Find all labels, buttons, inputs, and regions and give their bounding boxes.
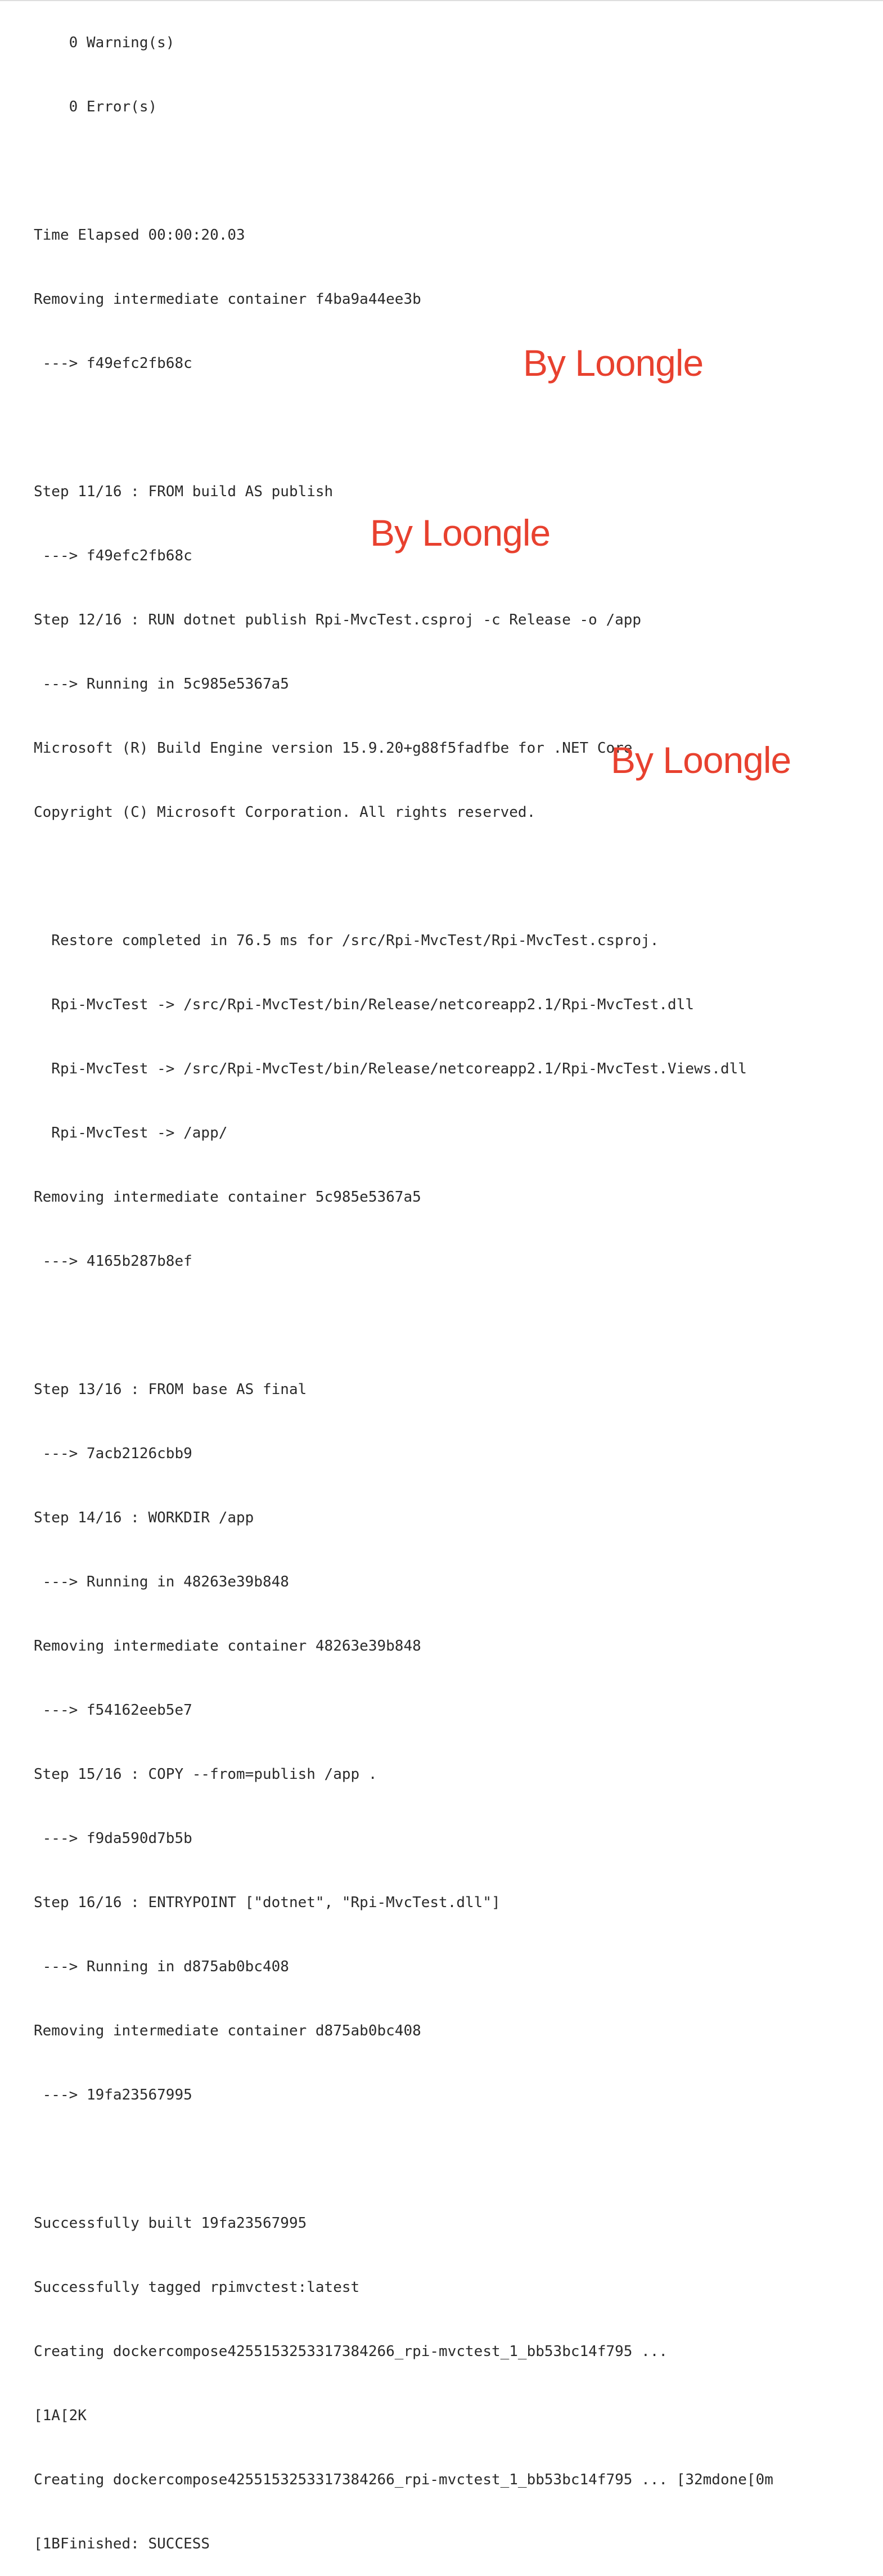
console-line: Rpi-MvcTest -> /src/Rpi-MvcTest/bin/Release/netcoreapp2.1/Rpi-MvcTest.Views.dll xyxy=(34,1060,747,1077)
console-line: Creating dockercompose4255153253317384266_rpi-mvctest_1_bb53bc14f795 ... [32mdone[0m xyxy=(34,2471,773,2488)
console-line: Microsoft (R) Build Engine version 15.9.20+g88f5fadfbe for .NET Core xyxy=(34,740,633,757)
console-line: ---> f49efc2fb68c xyxy=(34,355,192,372)
console-line: ---> Running in d875ab0bc408 xyxy=(34,1958,289,1975)
console-line: ---> f54162eeb5e7 xyxy=(34,1702,192,1719)
console-line xyxy=(34,417,773,438)
watermark-by-loongle: By Loongle xyxy=(523,342,704,384)
console-line: Successfully tagged rpimvctest:latest xyxy=(34,2279,360,2296)
console-line: Copyright (C) Microsoft Corporation. All rights reserved. xyxy=(34,804,536,821)
console-line: Removing intermediate container f4ba9a44ee3b xyxy=(34,291,421,308)
console-line: Step 11/16 : FROM build AS publish xyxy=(34,483,334,500)
console-line: ---> 7acb2126cbb9 xyxy=(34,1445,192,1462)
watermark-by-loongle: By Loongle xyxy=(370,512,551,554)
console-line: Rpi-MvcTest -> /app/ xyxy=(34,1125,228,1141)
console-line: Step 16/16 : ENTRYPOINT ["dotnet", "Rpi-MvcTest.dll"] xyxy=(34,1894,501,1911)
console-line xyxy=(34,2148,773,2170)
console-line: ---> f49efc2fb68c xyxy=(34,547,192,564)
console-line xyxy=(34,866,773,887)
console-line: Rpi-MvcTest -> /src/Rpi-MvcTest/bin/Release/netcoreapp2.1/Rpi-MvcTest.dll xyxy=(34,996,694,1013)
console-line: Successfully built 19fa23567995 xyxy=(34,2215,307,2232)
console-line: [1BFinished: SUCCESS xyxy=(34,2535,210,2552)
console-line: Step 15/16 : COPY --from=publish /app . xyxy=(34,1766,377,1783)
console-line: Step 12/16 : RUN dotnet publish Rpi-MvcTest.csproj -c Release -o /app xyxy=(34,612,642,628)
console-line: Time Elapsed 00:00:20.03 xyxy=(34,227,245,244)
console-line: Removing intermediate container 48263e39b848 xyxy=(34,1638,421,1655)
console-line: Step 14/16 : WORKDIR /app xyxy=(34,1509,254,1526)
console-line: Creating dockercompose4255153253317384266_rpi-mvctest_1_bb53bc14f795 ... xyxy=(34,2343,668,2360)
watermark-by-loongle: By Loongle xyxy=(611,739,791,781)
console-line: Step 13/16 : FROM base AS final xyxy=(34,1381,307,1398)
console-line: ---> 4165b287b8ef xyxy=(34,1253,192,1270)
console-line: 0 Warning(s) xyxy=(34,34,175,51)
console-line: ---> 19fa23567995 xyxy=(34,2087,192,2103)
console-line: [1A[2K xyxy=(34,2407,87,2424)
console-line: Restore completed in 76.5 ms for /src/Rpi-MvcTest/Rpi-MvcTest.csproj. xyxy=(34,932,659,949)
console-line: ---> Running in 48263e39b848 xyxy=(34,1574,289,1590)
console-line: ---> Running in 5c985e5367a5 xyxy=(34,676,289,693)
console-line: Removing intermediate container 5c985e5367a5 xyxy=(34,1189,421,1206)
console-line: Removing intermediate container d875ab0bc408 xyxy=(34,2022,421,2039)
console-line xyxy=(34,1315,773,1336)
console-output xyxy=(34,0,773,2576)
console-line: ---> f9da590d7b5b xyxy=(34,1830,192,1847)
console-line: 0 Error(s) xyxy=(34,98,157,115)
console-line xyxy=(34,160,773,182)
